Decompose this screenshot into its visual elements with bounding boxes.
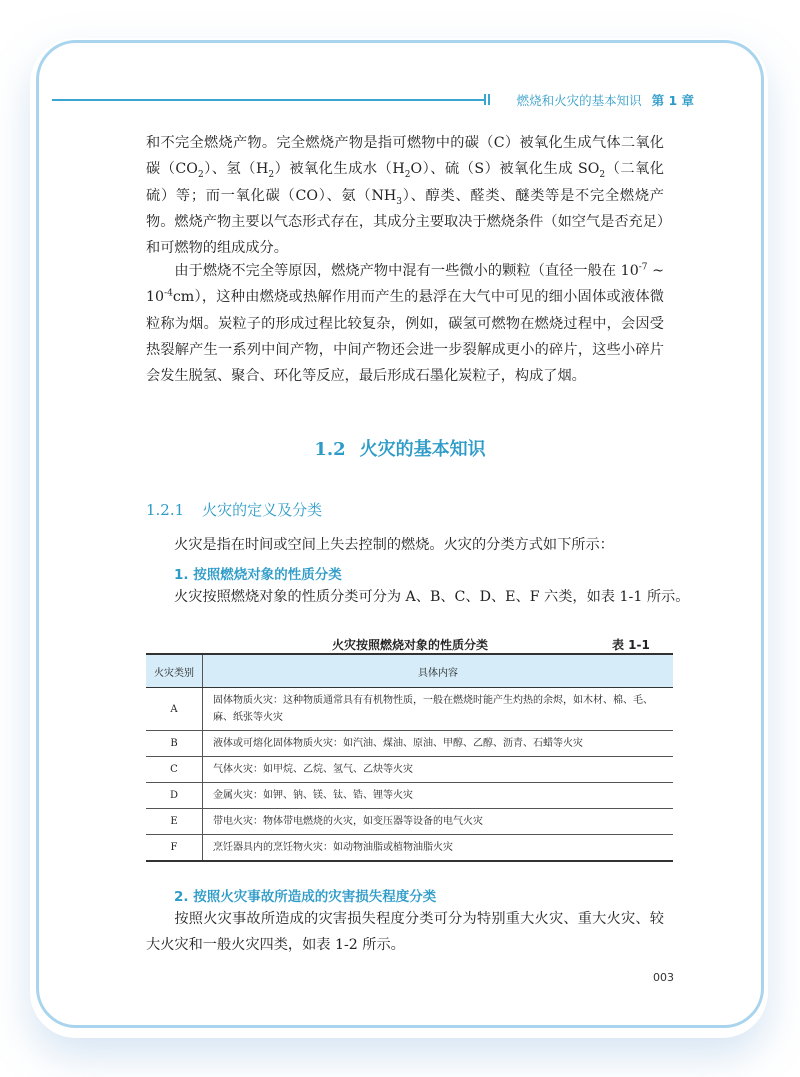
- table-row: D 金属火灾：如钾、钠、镁、钛、锆、锂等火灾: [146, 783, 673, 809]
- table-row: A 固体物质火灾：这种物质通常具有有机物性质，一般在燃烧时能产生灼热的余烬，如木材、棉、毛、麻、纸张等火灾: [146, 688, 673, 731]
- table-header-content: 具体内容: [203, 654, 674, 688]
- paragraph-smoke: 由于燃烧不完全等原因，燃烧产物中混有一些微小的颗粒（直径一般在 $10^{-7}$ ~ $10^{-4}cm$），这种由燃烧或热解作用而产生的悬浮在大气中可见的细小固体或液体微粒称为烟。炭粒子的形成过程比较复杂，例如，碳氢可燃物在燃烧过程中，会因受热裂解产生一系列中间产物，中间产物还会进一步裂解成更小的碎片，这些小碎片会发生脱氢、聚合、环化等反应，最后形成石墨化炭粒子，构成了烟。: [146, 262, 664, 385]
- item1-text: 火灾按照燃烧对象的性质分类可分为 A、B、C、D、E、F 六类，如表 1-1 所示。: [174, 589, 690, 605]
- subsection-title: 1.2.1 火灾的定义及分类: [146, 501, 323, 519]
- header-chapter: 第 1 章: [651, 93, 694, 108]
- header-title: 燃烧和火灾的基本知识: [516, 93, 642, 108]
- header-rule-mark: [484, 94, 490, 105]
- table-header-row: [146, 654, 673, 688]
- fire-class-table: [146, 653, 673, 862]
- table-caption: 火灾按照燃烧对象的性质分类: [332, 638, 489, 652]
- table-header-class: 火灾类别: [146, 654, 203, 688]
- page-number: 003: [653, 971, 674, 984]
- table-row: E 带电火灾：物体带电燃烧的火灾，如变压器等设备的电气火灾: [146, 809, 673, 835]
- table-row: B 液体或可熔化固体物质火灾：如汽油、煤油、原油、甲醇、乙醇、沥青、石蜡等火灾: [146, 731, 673, 757]
- item2-heading: 2. 按照火灾事故所造成的灾害损失程度分类: [174, 889, 437, 905]
- running-header: [517, 91, 694, 109]
- definition-line: 火灾是指在时间或空间上失去控制的燃烧。火灾的分类方式如下所示：: [174, 537, 614, 553]
- paragraph-combustion-products: 和不完全燃烧产物。完全燃烧产物是指可燃物中的碳（C）被氧化生成气体二氧化碳$(CO_2)$、氢$(H_2)$被氧化生成水$(H_2O)$、硫（S）被氧化生成 $SO_2$（二氧化硫）等；而一氧化碳（CO）、氨$(NH_3)$、醇类、醛类、醚类等是不完全燃烧产物。燃烧产物主要以气态形式存在，其成分主要取决于燃烧条件（如空气是否充足）和可燃物的组成成分。: [146, 135, 664, 257]
- table-row: C 气体火灾：如甲烷、乙烷、氢气、乙炔等火灾: [146, 757, 673, 783]
- table-number: 表 1-1: [612, 638, 650, 652]
- header-rule: [52, 99, 484, 101]
- item2-text: 按照火灾事故所造成的灾害损失程度分类可分为特别重大火灾、重大火灾、较大火灾和一般火灾四类，如表 1-2 所示。: [146, 911, 664, 954]
- item1-heading: 1. 按照燃烧对象的性质分类: [174, 567, 342, 583]
- section-title: 1.2 火灾的基本知识: [314, 439, 486, 460]
- table-row: F 烹饪器具内的烹饪物火灾：如动物油脂或植物油脂火灾: [146, 835, 673, 862]
